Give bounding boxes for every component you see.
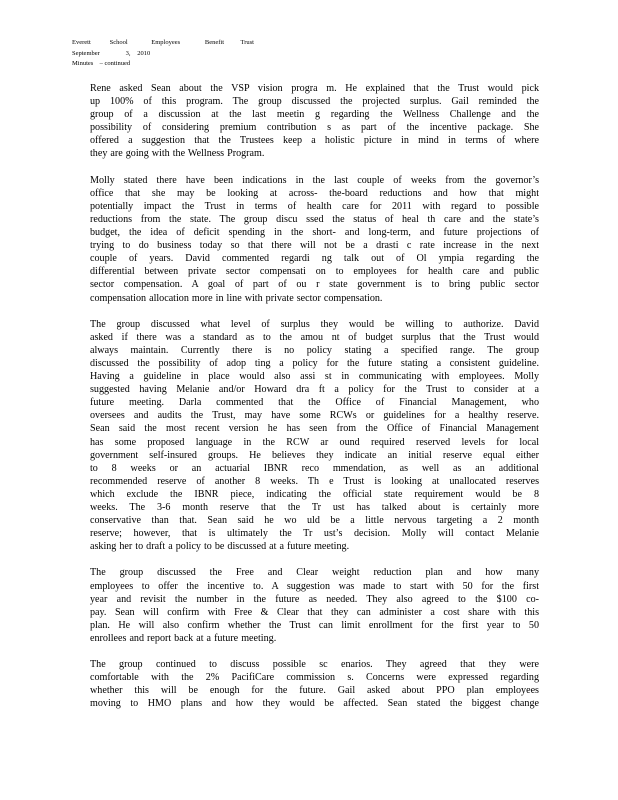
text-line: conservative than that. Sean said he wo uld be a little nervous targeting a 2 month [90,515,539,527]
text-line: sector compensation. A goal of part of ou r state government is to bring public sector [90,279,539,291]
header-word: School [109,39,128,46]
text-line: compensation allocation more in line with private sector compensation. [90,292,383,304]
text-line: budget, the idea of deficit spending in the short- and long-term, and future projections of [90,227,539,239]
paragraph [90,658,539,710]
header-day: 3, [125,49,131,57]
paragraph-gap [90,553,539,566]
paragraph-gap [90,161,539,174]
text-line: enrollees and report back at a future meeting. [90,632,277,644]
text-line: The group continued to discuss possible sc enarios. They agreed that they were [90,659,539,671]
text-line: they are going with the Wellness Program. [90,148,265,160]
text-line: reductions from the state. The group discu ssed the status of heal th care and the state’s [90,213,539,225]
text-line: potentially impact the Trust in terms of health care for 2011 with regard to possible [90,200,539,212]
header-section-line [72,59,254,70]
text-line: offered a suggestion that the Trustees keep a holistic picture in mind in terms of where [90,135,539,147]
text-line: weeks. The 3-6 month reserve that the Tr ust has talked about is certainly more [90,502,539,513]
text-line: comfortable with the 2% PacifiCare commission s. Concerns were expressed regarding [90,672,539,684]
text-line: oversees and audits the Trust, may have some RCWs or guidelines for a healthy reserve. [90,410,539,422]
paragraph [90,82,539,161]
minutes-header [72,38,254,70]
text-line: suggested having Melanie and/or Howard dra ft a policy for the Trust to consider at a [90,384,539,396]
header-year: 2010 [137,49,151,57]
text-line: which exclude the IBNR piece, indicating the official state requirement would be 8 [90,488,539,500]
text-line: office that she may be looking at across- the-board reductions and how that might [90,187,539,199]
text-line: pay. Sean will confirm with Free & Clear that they can administer a cost share with this [90,606,539,618]
text-line: asking her to draft a policy to be discussed at a future meeting. [90,541,350,553]
header-word: Benefit [204,39,225,46]
text-line: Sean said the most recent version he has seen from the Office of Financial Management [90,423,539,435]
paragraph [90,174,539,305]
text-line: year and revisit the number in the future as needed. They also agreed to the $100 co- [90,593,539,605]
text-line: always maintain. Currently there is no policy stating a specified range. The group [90,344,539,356]
text-line: plan. He will also confirm whether the Trust can limit enrollment for the first year to 50 [90,619,539,631]
paragraph [90,566,539,645]
text-line: asked if there was a standard as to the amou nt of budget surplus that the Trust would [90,331,539,343]
text-line: has some proposed language in the RCW ar ound required reserved levels for local [90,436,539,448]
paragraph-gap [90,305,539,318]
text-line: moving to HMO plans and how they would be affected. Sean stated the biggest change [90,698,539,710]
paragraph-gap [90,645,539,658]
text-line: future meeting. Darla commented that the Office of Financial Management, who [90,397,539,409]
text-line: up 100% of this program. The group discussed the projected surplus. Gail reminded the [90,96,539,108]
header-word: Trust [240,39,254,46]
text-line: reserve; however, that is ultimately the Tr ust’s decision. Molly will contact Melanie [90,528,539,540]
header-org-line [72,38,254,49]
header-month: September [72,49,100,57]
text-line: trying to do business today so that there will not be a drasti c rate increase in the next [90,240,539,252]
paragraph [90,318,539,554]
text-line: couple of years. David commented regardi ng talk out of Ol ympia regarding the [90,253,539,265]
text-line: The group discussed the Free and Clear weight reduction plan and how many [90,567,539,579]
text-line: The group discussed what level of surplus they would be willing to authorize. David [90,318,539,330]
text-line: government self-insured groups. He believes they indicate an initial reserve equal either [90,449,539,461]
text-line: group of a discussion at the last meetin g regarding the Wellness Challenge and the [90,109,539,121]
text-line: employees to offer the incentive to. A suggestion was made to start with 50 for the first [90,580,539,592]
text-line: to 8 weeks or an actuarial IBNR reco mmendation, as well as an additional [90,462,539,474]
text-line: differential between private sector compensati on to employees for health care and public [90,266,539,278]
header-minutes: Minutes [72,60,94,67]
text-line: discussed the possibility of adop ting a policy for the future stating a consistent guideline. [90,357,539,369]
text-line: recommended reserve of another 8 weeks. Th e Trust is looking at unallocated reserves [90,475,539,487]
header-continued: – continued [99,60,131,67]
text-line: Having a guideline in place would also assi st in communicating with employees. Molly [90,371,539,383]
header-word: Everett [72,39,91,46]
header-date-line [72,49,254,60]
text-line: Molly stated there have been indications in the last couple of weeks from the governor’s [90,174,539,186]
text-line: whether this will be enough for the future. Gail asked about PPO plan employees [90,685,539,697]
minutes-body [90,82,539,711]
text-line: possibility of considering premium contribution s as part of the incentive package. She [90,122,539,134]
text-line: Rene asked Sean about the VSP vision progra m. He explained that the Trust would pick [90,83,539,94]
header-word: Employees [151,39,181,46]
